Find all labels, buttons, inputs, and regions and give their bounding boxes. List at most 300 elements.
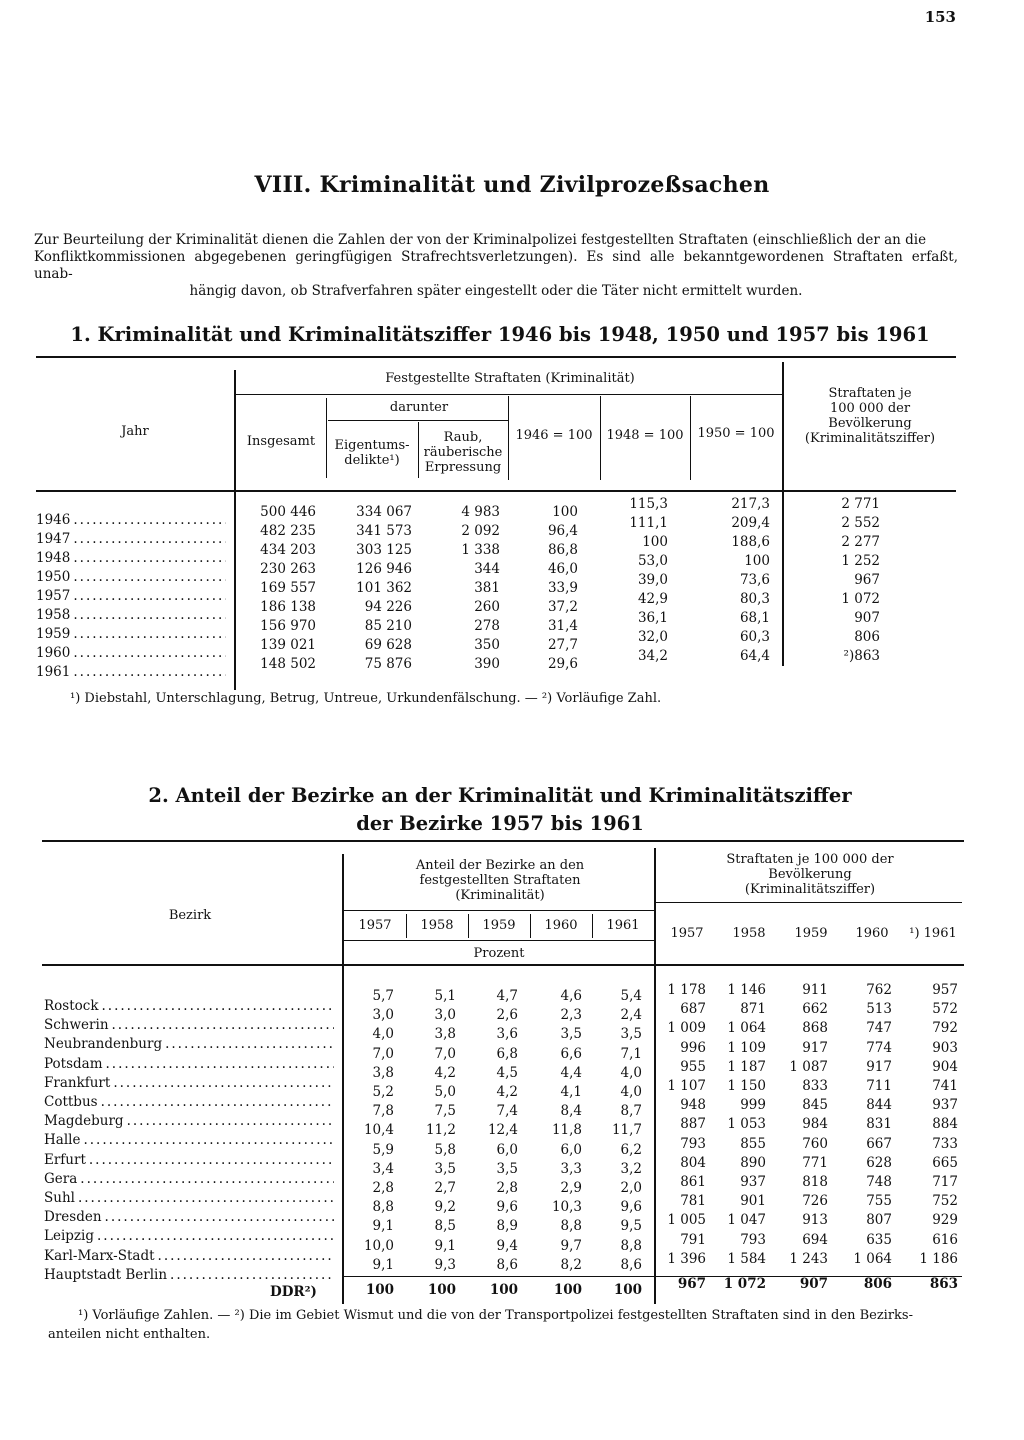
cell-anteil-percent: 8,4 xyxy=(560,1103,582,1120)
cell-anteil-percent: 2,8 xyxy=(496,1180,518,1196)
chapter-title: VIII. Kriminalität und Zivilprozeßsachen xyxy=(254,172,770,198)
cell-anteil-percent: 3,5 xyxy=(560,1026,582,1043)
cell-anteil-percent: 10,4 xyxy=(363,1122,394,1139)
col-header-ziffer xyxy=(784,386,956,446)
cell-anteil-percent: 8,8 xyxy=(620,1237,642,1254)
col-header-anteil-line: (Kriminalität) xyxy=(455,888,545,903)
cell-kriminalitaetsziffer: 863 xyxy=(929,1276,958,1292)
year-label: 1958 xyxy=(36,607,71,623)
cell-anteil-percent: 11,2 xyxy=(425,1122,456,1139)
col-header-eigentum-line: Eigentums- xyxy=(334,438,410,453)
col-header-eigentum xyxy=(326,438,418,468)
cell-index-1948: 36,1 xyxy=(637,610,668,626)
cell-anteil-percent: 8,8 xyxy=(560,1218,582,1235)
cell-anteil-percent: 4,4 xyxy=(560,1064,582,1081)
row-label-year xyxy=(36,626,226,642)
table1-col-divider xyxy=(234,370,236,690)
col-header-ziffer2 xyxy=(660,852,960,897)
cell-kriminalitaetsziffer: 1 187 xyxy=(727,1058,766,1075)
cell-anteil-percent: 9,1 xyxy=(434,1237,456,1254)
cell-kriminalitaetsziffer: 1 146 xyxy=(727,982,766,998)
cell-anteil-percent: 2,9 xyxy=(560,1180,582,1196)
year-label: 1961 xyxy=(36,664,71,680)
cell-kriminalitaetsziffer: 1 150 xyxy=(727,1078,766,1094)
cell-kriminalitaetsziffer: 1 178 xyxy=(667,982,706,998)
row-label-bezirk xyxy=(44,1056,334,1072)
cell-kriminalitaetsziffer: 913 xyxy=(802,1212,828,1229)
cell-kriminalitaetsziffer: 793 xyxy=(680,1135,706,1152)
cell-anteil-percent: 4,6 xyxy=(560,988,582,1004)
cell-anteil-percent: 7,5 xyxy=(434,1103,456,1120)
row-label-bezirk xyxy=(44,998,334,1014)
cell-kriminalitaetsziffer: 628 xyxy=(866,1154,892,1171)
table2-col-divider xyxy=(654,848,656,1304)
cell-kriminalitaetsziffer: 917 xyxy=(802,1039,828,1056)
cell-insgesamt: 500 446 xyxy=(260,504,316,520)
cell-raub: 390 xyxy=(474,656,500,672)
leader-dots xyxy=(73,626,226,642)
col-header-index-1946: 1946 = 100 xyxy=(515,428,593,443)
year-label: 1950 xyxy=(36,569,71,585)
table2-title-line: der Bezirke 1957 bis 1961 xyxy=(356,812,644,835)
year-label: 1959 xyxy=(36,626,71,642)
cell-kriminalitaetsziffer: 1 087 xyxy=(789,1058,828,1075)
cell-anteil-percent: 3,0 xyxy=(372,1007,394,1024)
row-label-bezirk xyxy=(44,1075,334,1091)
cell-eigentumsdelikte: 85 210 xyxy=(364,618,412,634)
cell-kriminalitaetsziffer: 755 xyxy=(866,1193,892,1210)
cell-anteil-percent: 11,8 xyxy=(551,1122,582,1139)
bezirk-label: Frankfurt xyxy=(44,1074,111,1091)
cell-kriminalitaetsziffer: 855 xyxy=(740,1135,766,1152)
table2-ziffer-rule xyxy=(656,902,962,903)
cell-anteil-percent: 2,8 xyxy=(372,1180,394,1196)
cell-anteil-percent: 8,6 xyxy=(620,1256,642,1273)
leader-dots xyxy=(112,1017,334,1033)
cell-anteil-percent: 9,1 xyxy=(372,1256,394,1273)
row-label-year xyxy=(36,607,226,623)
table2-top-rule xyxy=(42,840,964,842)
cell-index-1948: 32,0 xyxy=(637,629,668,645)
table1-festgestellte-rule xyxy=(236,394,782,395)
cell-kriminalitaetsziffer: 694 xyxy=(802,1231,828,1248)
cell-anteil-percent: 4,0 xyxy=(372,1026,394,1043)
cell-kriminalitaetsziffer: 1 107 xyxy=(667,1078,706,1094)
table2-footnote-line: ¹) Vorläufige Zahlen. — ²) Die im Gebiet Wismut und die von der Transportpolizei festgestellten Straftaten sind in den Bezirks- xyxy=(78,1308,913,1323)
cell-kriminalitaetsziffer: 890 xyxy=(740,1154,766,1171)
row-label-bezirk xyxy=(44,1209,334,1225)
cell-index-1946: 46,0 xyxy=(547,561,578,577)
bezirk-label: Halle xyxy=(44,1132,81,1149)
cell-anteil-percent: 9,7 xyxy=(560,1237,582,1254)
col-header-jahr: Jahr xyxy=(121,424,149,439)
year-header-ziffer: 1958 xyxy=(732,926,766,941)
cell-kriminalitaetsziffer: 887 xyxy=(680,1116,706,1133)
row-label-year xyxy=(36,512,226,528)
cell-kriminalitaetsziffer: 774 xyxy=(866,1039,892,1056)
cell-index-1946: 86,8 xyxy=(547,542,578,558)
cell-anteil-percent: 3,5 xyxy=(434,1160,456,1177)
col-header-anteil xyxy=(360,858,640,903)
col-header-ziffer-line: Bevölkerung xyxy=(828,416,912,431)
cell-kriminalitaetsziffer: 1 186 xyxy=(919,1250,958,1267)
cell-anteil-percent: 100 xyxy=(613,1282,642,1298)
table2-title xyxy=(70,782,930,838)
cell-anteil-percent: 8,9 xyxy=(496,1218,518,1235)
leader-dots xyxy=(170,1267,334,1283)
cell-anteil-percent: 8,6 xyxy=(496,1256,518,1273)
cell-kriminalitaetsziffer: 667 xyxy=(866,1135,892,1152)
intro-line: Konfliktkommissionen abgegebenen geringfügigen Strafrechtsverletzungen). Es sind alle bekanntgewordenen Straftaten erfaßt, unab- xyxy=(34,249,958,282)
leader-dots xyxy=(127,1113,334,1129)
cell-kriminalitaetsziffer: 911 xyxy=(802,982,828,998)
cell-kriminalitaetsziffer: 792 xyxy=(932,1020,958,1037)
cell-anteil-percent: 6,0 xyxy=(496,1141,518,1158)
leader-dots xyxy=(113,1075,334,1091)
cell-eigentumsdelikte: 94 226 xyxy=(364,599,412,615)
cell-kriminalitaetsziffer: 635 xyxy=(866,1231,892,1248)
cell-anteil-percent: 9,3 xyxy=(434,1256,456,1273)
cell-anteil-percent: 10,0 xyxy=(363,1237,394,1254)
row-label-bezirk xyxy=(44,1094,334,1110)
cell-anteil-percent: 100 xyxy=(427,1282,456,1298)
intro-paragraph xyxy=(34,232,958,300)
cell-raub: 350 xyxy=(474,637,500,653)
leader-dots xyxy=(101,1094,334,1110)
cell-anteil-percent: 8,7 xyxy=(620,1103,642,1120)
cell-anteil-percent: 7,8 xyxy=(372,1103,394,1120)
col-header-index-1950: 1950 = 100 xyxy=(697,426,775,441)
cell-anteil-percent: 9,6 xyxy=(620,1199,642,1216)
leader-dots xyxy=(158,1248,334,1264)
bezirk-label: Neubrandenburg xyxy=(44,1036,163,1053)
cell-anteil-percent: 6,0 xyxy=(560,1141,582,1158)
cell-kriminalitaetsziffer: 741 xyxy=(932,1078,958,1094)
cell-index-1950: 60,3 xyxy=(739,629,770,645)
col-header-ziffer2-line: Straftaten je 100 000 der xyxy=(726,852,894,867)
cell-anteil-percent: 12,4 xyxy=(487,1122,518,1139)
cell-index-1946: 96,4 xyxy=(547,523,578,539)
cell-kriminalitaetsziffer: 904 xyxy=(932,1058,958,1075)
cell-eigentumsdelikte: 341 573 xyxy=(356,523,412,539)
cell-ziffer: 2 552 xyxy=(841,515,880,531)
cell-kriminalitaetsziffer: 907 xyxy=(799,1276,828,1292)
cell-anteil-percent: 5,7 xyxy=(372,988,394,1004)
table1-header-rule xyxy=(36,490,956,492)
cell-kriminalitaetsziffer: 901 xyxy=(740,1193,766,1210)
row-label-year xyxy=(36,588,226,604)
cell-anteil-percent: 6,8 xyxy=(496,1045,518,1062)
cell-kriminalitaetsziffer: 1 584 xyxy=(727,1250,766,1267)
col-header-anteil-line: festgestellten Straftaten xyxy=(419,873,581,888)
cell-kriminalitaetsziffer: 999 xyxy=(740,1097,766,1114)
cell-anteil-percent: 100 xyxy=(489,1282,518,1298)
cell-anteil-percent: 5,1 xyxy=(434,988,456,1004)
cell-kriminalitaetsziffer: 1 109 xyxy=(727,1039,766,1056)
table1-title: 1. Kriminalität und Kriminalitätsziffer 1946 bis 1948, 1950 und 1957 bis 1961 xyxy=(70,323,930,346)
cell-kriminalitaetsziffer: 948 xyxy=(680,1097,706,1114)
cell-kriminalitaetsziffer: 833 xyxy=(802,1078,828,1094)
cell-anteil-percent: 9,1 xyxy=(372,1218,394,1235)
table2-footnote xyxy=(48,1306,978,1344)
cell-kriminalitaetsziffer: 807 xyxy=(866,1212,892,1229)
row-label-bezirk xyxy=(44,1017,334,1033)
cell-index-1950: 80,3 xyxy=(739,591,770,607)
cell-anteil-percent: 5,4 xyxy=(620,988,642,1004)
page-number: 153 xyxy=(924,8,956,26)
cell-kriminalitaetsziffer: 791 xyxy=(680,1231,706,1248)
cell-anteil-percent: 3,0 xyxy=(434,1007,456,1024)
col-header-raub-line: Raub, xyxy=(443,430,483,445)
cell-anteil-percent: 2,6 xyxy=(496,1007,518,1024)
cell-anteil-percent: 5,0 xyxy=(434,1084,456,1100)
col-header-anteil-line: Anteil der Bezirke an den xyxy=(415,858,585,873)
leader-dots xyxy=(73,607,226,623)
cell-kriminalitaetsziffer: 1 047 xyxy=(727,1212,766,1229)
col-header-darunter: darunter xyxy=(389,400,449,415)
cell-kriminalitaetsziffer: 513 xyxy=(866,1001,892,1018)
cell-anteil-percent: 9,5 xyxy=(620,1218,642,1235)
col-header-festgestellte: Festgestellte Straftaten (Kriminalität) xyxy=(385,371,635,386)
row-label-year xyxy=(36,569,226,585)
cell-ziffer: 907 xyxy=(854,610,880,626)
bezirk-label: DDR²) xyxy=(270,1284,317,1300)
row-label-bezirk xyxy=(44,1248,334,1264)
cell-kriminalitaetsziffer: 955 xyxy=(680,1058,706,1075)
cell-index-1950: 100 xyxy=(744,553,770,569)
bezirk-label: Cottbus xyxy=(44,1094,98,1110)
cell-kriminalitaetsziffer: 762 xyxy=(866,982,892,998)
cell-kriminalitaetsziffer: 861 xyxy=(680,1174,706,1190)
cell-anteil-percent: 7,1 xyxy=(620,1045,642,1062)
cell-anteil-percent: 7,4 xyxy=(496,1103,518,1120)
cell-index-1948: 115,3 xyxy=(629,496,668,512)
col-header-ziffer-line: 100 000 der xyxy=(829,401,911,416)
table2-header-rule xyxy=(42,964,964,966)
cell-kriminalitaetsziffer: 996 xyxy=(680,1039,706,1056)
leader-dots xyxy=(73,588,226,604)
cell-ziffer: 2 277 xyxy=(841,534,880,550)
cell-raub: 4 983 xyxy=(461,504,500,520)
cell-anteil-percent: 2,3 xyxy=(560,1007,582,1024)
cell-anteil-percent: 3,5 xyxy=(496,1160,518,1177)
table2-anteil-rule xyxy=(344,910,654,911)
year-label: 1946 xyxy=(36,512,71,528)
cell-kriminalitaetsziffer: 967 xyxy=(677,1276,706,1292)
cell-anteil-percent: 2,0 xyxy=(620,1180,642,1196)
bezirk-label: Hauptstadt Berlin xyxy=(44,1266,168,1283)
col-header-bezirk: Bezirk xyxy=(168,908,212,923)
year-header-ziffer: 1960 xyxy=(855,926,889,941)
cell-anteil-percent: 9,4 xyxy=(496,1237,518,1254)
cell-kriminalitaetsziffer: 1 064 xyxy=(727,1020,766,1037)
cell-index-1950: 64,4 xyxy=(739,648,770,664)
cell-index-1950: 209,4 xyxy=(731,515,770,531)
cell-kriminalitaetsziffer: 687 xyxy=(680,1001,706,1018)
year-label: 1957 xyxy=(36,588,71,604)
cell-anteil-percent: 3,8 xyxy=(434,1026,456,1043)
cell-index-1946: 33,9 xyxy=(547,580,578,596)
cell-raub: 344 xyxy=(474,561,500,577)
year-header-ziffer: 1957 xyxy=(670,926,704,941)
leader-dots xyxy=(83,1132,334,1148)
year-label: 1960 xyxy=(36,645,71,661)
cell-kriminalitaetsziffer: 1 064 xyxy=(853,1250,892,1267)
table2-prozent-rule xyxy=(344,940,654,941)
bezirk-label: Leipzig xyxy=(44,1228,94,1245)
cell-anteil-percent: 6,2 xyxy=(620,1141,642,1158)
cell-index-1950: 68,1 xyxy=(739,610,770,626)
cell-kriminalitaetsziffer: 616 xyxy=(932,1231,958,1248)
leader-dots xyxy=(89,1152,334,1168)
year-header-anteil: 1961 xyxy=(606,918,640,933)
cell-kriminalitaetsziffer: 1 396 xyxy=(667,1250,706,1267)
cell-anteil-percent: 4,1 xyxy=(560,1084,582,1100)
cell-anteil-percent: 4,0 xyxy=(620,1084,642,1100)
row-label-bezirk xyxy=(44,1036,334,1052)
cell-eigentumsdelikte: 101 362 xyxy=(356,580,412,596)
cell-anteil-percent: 4,5 xyxy=(496,1064,518,1081)
cell-kriminalitaetsziffer: 781 xyxy=(680,1193,706,1210)
cell-anteil-percent: 3,2 xyxy=(620,1160,642,1177)
cell-kriminalitaetsziffer: 937 xyxy=(932,1097,958,1114)
bezirk-label: Dresden xyxy=(44,1209,102,1226)
bezirk-label: Gera xyxy=(44,1170,78,1187)
bezirk-label: Magdeburg xyxy=(44,1113,124,1130)
cell-index-1948: 53,0 xyxy=(637,553,668,569)
cell-eigentumsdelikte: 303 125 xyxy=(356,542,412,558)
row-label-bezirk xyxy=(44,1171,334,1187)
table1-darunter-rule xyxy=(328,420,508,421)
cell-kriminalitaetsziffer: 844 xyxy=(866,1097,892,1114)
row-label-bezirk xyxy=(44,1152,334,1168)
cell-kriminalitaetsziffer: 937 xyxy=(740,1174,766,1190)
cell-kriminalitaetsziffer: 665 xyxy=(932,1154,958,1171)
cell-kriminalitaetsziffer: 804 xyxy=(680,1154,706,1171)
cell-anteil-percent: 8,5 xyxy=(434,1218,456,1235)
cell-index-1950: 73,6 xyxy=(739,572,770,588)
year-header-anteil: 1957 xyxy=(358,918,392,933)
cell-kriminalitaetsziffer: 1 072 xyxy=(723,1276,766,1292)
cell-kriminalitaetsziffer: 771 xyxy=(802,1154,828,1171)
cell-anteil-percent: 11,7 xyxy=(611,1122,642,1139)
cell-index-1950: 188,6 xyxy=(731,534,770,550)
cell-kriminalitaetsziffer: 747 xyxy=(866,1020,892,1037)
cell-index-1948: 100 xyxy=(642,534,668,550)
cell-anteil-percent: 4,0 xyxy=(620,1064,642,1081)
cell-kriminalitaetsziffer: 868 xyxy=(802,1020,828,1037)
cell-anteil-percent: 8,8 xyxy=(372,1199,394,1216)
row-label-bezirk xyxy=(44,1132,334,1148)
table1-top-rule xyxy=(36,356,956,358)
cell-anteil-percent: 8,2 xyxy=(560,1256,582,1273)
cell-kriminalitaetsziffer: 917 xyxy=(866,1058,892,1075)
intro-line: hängig davon, ob Strafverfahren später eingestellt oder die Täter nicht ermittelt wurden. xyxy=(189,283,803,299)
cell-kriminalitaetsziffer: 760 xyxy=(802,1135,828,1152)
row-label-bezirk xyxy=(44,1113,334,1129)
col-header-ziffer2-line: Bevölkerung xyxy=(768,867,852,882)
cell-kriminalitaetsziffer: 662 xyxy=(802,1001,828,1018)
cell-ziffer: 806 xyxy=(854,629,880,645)
cell-anteil-percent: 100 xyxy=(365,1282,394,1298)
cell-anteil-percent: 7,0 xyxy=(434,1045,456,1062)
leader-dots xyxy=(102,998,334,1014)
table2-title-line: 2. Anteil der Bezirke an der Kriminalität und Kriminalitätsziffer xyxy=(148,784,852,807)
cell-insgesamt: 434 203 xyxy=(260,542,316,558)
cell-anteil-percent: 9,2 xyxy=(434,1199,456,1216)
cell-insgesamt: 482 235 xyxy=(260,523,316,539)
leader-dots xyxy=(73,550,226,566)
leader-dots xyxy=(165,1036,334,1052)
cell-raub: 1 338 xyxy=(461,542,500,558)
row-label-year xyxy=(36,645,226,661)
cell-anteil-percent: 3,6 xyxy=(496,1026,518,1043)
cell-anteil-percent: 6,6 xyxy=(560,1045,582,1062)
cell-index-1948: 34,2 xyxy=(637,648,668,664)
cell-index-1946: 29,6 xyxy=(547,656,578,672)
cell-kriminalitaetsziffer: 748 xyxy=(866,1174,892,1190)
cell-anteil-percent: 100 xyxy=(553,1282,582,1298)
cell-kriminalitaetsziffer: 717 xyxy=(932,1174,958,1190)
row-label-bezirk xyxy=(44,1228,334,1244)
cell-ziffer: 1 072 xyxy=(841,591,880,607)
row-label-bezirk xyxy=(44,1190,334,1206)
cell-anteil-percent: 4,7 xyxy=(496,988,518,1004)
cell-anteil-percent: 5,9 xyxy=(372,1141,394,1158)
year-label: 1948 xyxy=(36,550,71,566)
cell-kriminalitaetsziffer: 1 009 xyxy=(667,1020,706,1037)
year-header-ziffer: ¹) 1961 xyxy=(909,926,957,941)
col-header-raub-line: räuberische xyxy=(423,445,503,460)
bezirk-label: Karl-Marx-Stadt xyxy=(44,1247,155,1264)
cell-raub: 381 xyxy=(474,580,500,596)
cell-kriminalitaetsziffer: 929 xyxy=(932,1212,958,1229)
row-label-year xyxy=(36,531,226,547)
cell-raub: 260 xyxy=(474,599,500,615)
leader-dots xyxy=(97,1228,334,1244)
col-header-ziffer-line: (Kriminalitätsziffer) xyxy=(804,431,936,446)
intro-line: Zur Beurteilung der Kriminalität dienen die Zahlen der von der Kriminalpolizei festgestellten Straftaten (einschließlich der an die xyxy=(34,232,927,248)
col-header-insgesamt: Insgesamt xyxy=(246,434,316,449)
cell-insgesamt: 139 021 xyxy=(260,637,316,653)
bezirk-label: Schwerin xyxy=(44,1017,109,1034)
cell-insgesamt: 186 138 xyxy=(260,599,316,615)
cell-kriminalitaetsziffer: 726 xyxy=(802,1193,828,1210)
leader-dots xyxy=(73,645,226,661)
bezirk-label: Suhl xyxy=(44,1190,75,1206)
leader-dots xyxy=(73,569,226,585)
table1-footnote: ¹) Diebstahl, Unterschlagung, Betrug, Untreue, Urkundenfälschung. — ²) Vorläufige Zahl. xyxy=(70,691,662,706)
col-header-raub xyxy=(418,430,508,475)
cell-kriminalitaetsziffer: 1 243 xyxy=(789,1250,828,1267)
cell-insgesamt: 169 557 xyxy=(260,580,316,596)
bezirk-label: Potsdam xyxy=(44,1055,103,1072)
year-header-ziffer: 1959 xyxy=(794,926,828,941)
leader-dots xyxy=(80,1171,334,1187)
cell-kriminalitaetsziffer: 984 xyxy=(802,1116,828,1133)
cell-kriminalitaetsziffer: 711 xyxy=(866,1078,892,1094)
cell-raub: 2 092 xyxy=(461,523,500,539)
cell-kriminalitaetsziffer: 818 xyxy=(802,1174,828,1190)
cell-kriminalitaetsziffer: 793 xyxy=(740,1231,766,1248)
cell-anteil-percent: 2,4 xyxy=(620,1007,642,1024)
cell-eigentumsdelikte: 75 876 xyxy=(364,656,412,672)
leader-dots xyxy=(105,1209,334,1225)
cell-ziffer: 967 xyxy=(854,572,880,588)
col-header-prozent: Prozent xyxy=(473,946,525,961)
cell-kriminalitaetsziffer: 845 xyxy=(802,1097,828,1114)
bezirk-label: Erfurt xyxy=(44,1151,86,1168)
